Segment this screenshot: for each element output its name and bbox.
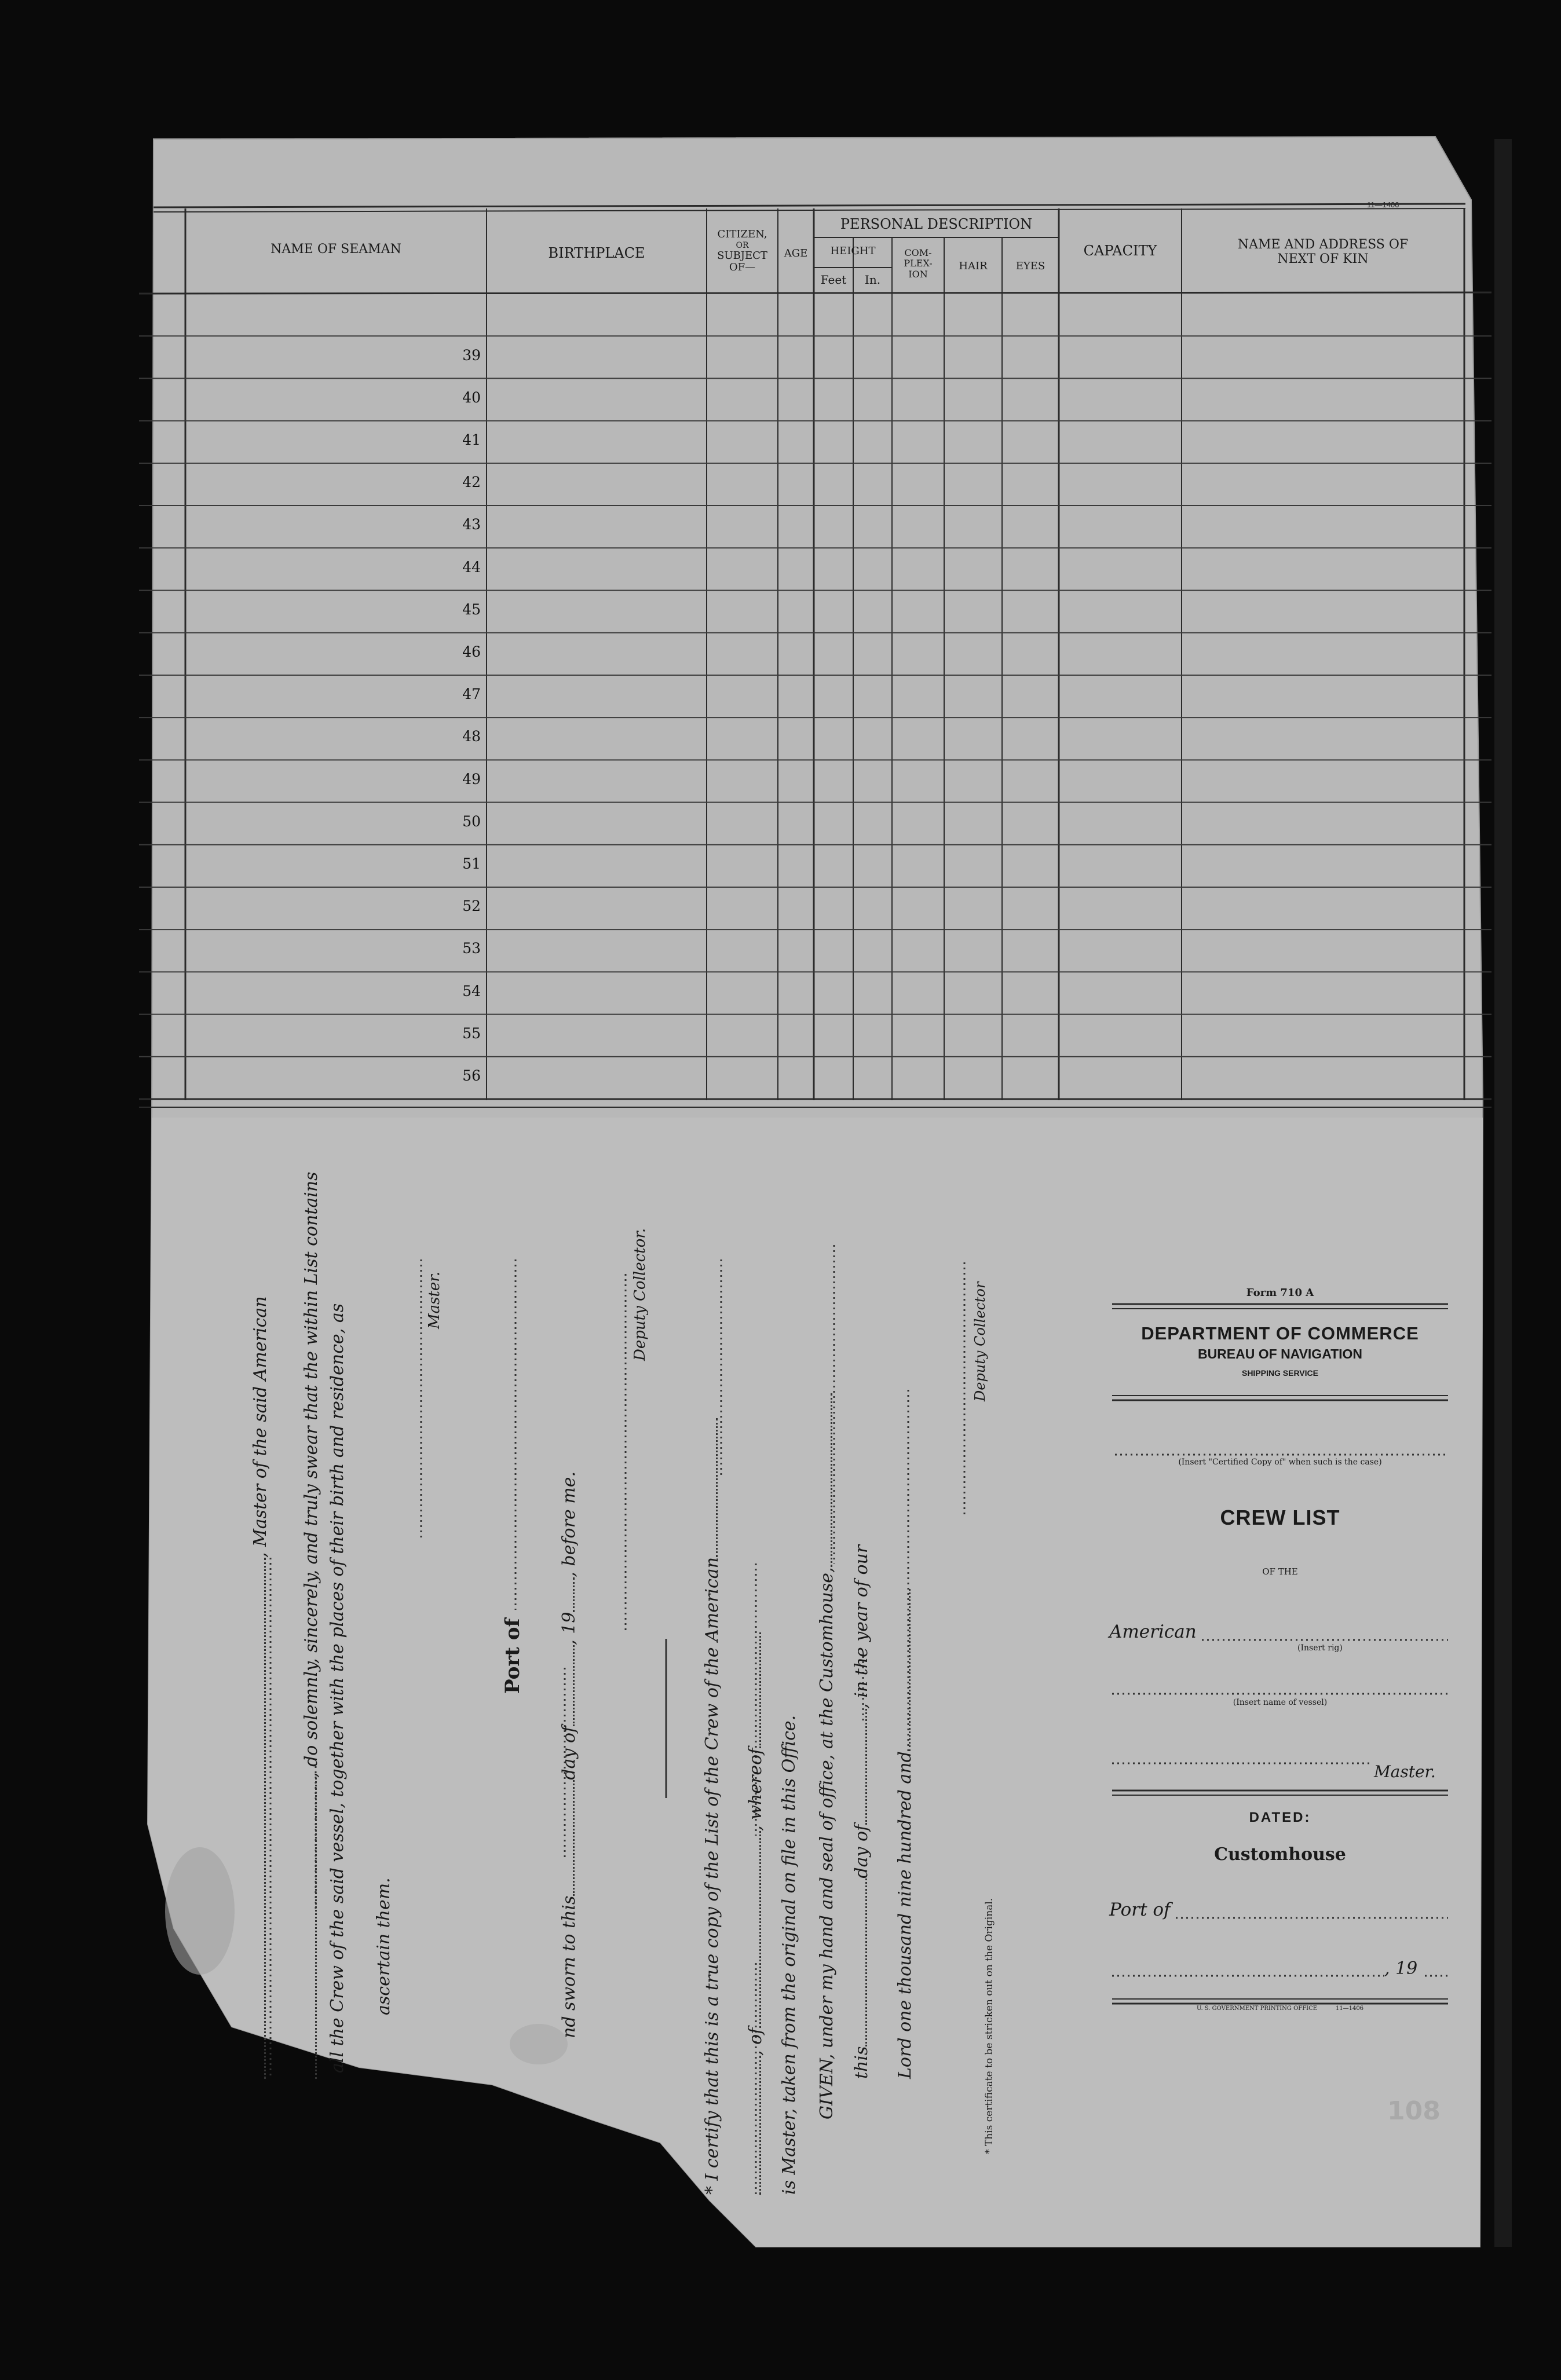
of-the-label: OF THE [1262, 1566, 1298, 1577]
customhouse-label: Customhouse [1214, 1844, 1346, 1865]
header-capacity: CAPACITY [1083, 243, 1157, 259]
table-row-number: 40 [462, 389, 481, 406]
header-eyes: EYES [1015, 260, 1045, 272]
table-row-number: 43 [462, 516, 481, 533]
certificate-line-6: Lord one thousand nine hundred and [895, 1589, 915, 2079]
header-citizen: CITIZEN, OR SUBJECT OF— [717, 228, 767, 274]
dated-label: DATED: [1249, 1810, 1311, 1825]
header-personal-description: PERSONAL DESCRIPTION [840, 216, 1033, 232]
certificate-deputy-collector: Deputy Collector [972, 1281, 988, 1401]
master-label: Master. [1374, 1762, 1436, 1781]
header-complexion: COM- PLEX- ION [904, 247, 933, 280]
table-row-number: 52 [462, 898, 481, 915]
header-birthplace: BIRTHPLACE [548, 245, 645, 261]
oath-line-2: , do solemnly, sincerely, and truly swear that the within List contains [301, 1171, 321, 2079]
table-row-number: 54 [462, 982, 481, 999]
table-row-number: 41 [462, 431, 481, 448]
port-of-label: Port of [1109, 1899, 1171, 1920]
american-label: American [1109, 1621, 1197, 1642]
table-row-number: 46 [462, 643, 481, 660]
table-row-number: 49 [462, 770, 481, 788]
header-hair: HAIR [959, 260, 988, 272]
table-row-number: 42 [462, 474, 481, 491]
table-row-number: 47 [462, 686, 481, 703]
oath-sworn-line: nd sworn to thisday of, 19, before me. [559, 1471, 579, 2038]
header-age: AGE [784, 247, 808, 259]
header-next-of-kin: NAME AND ADDRESS OF NEXT OF KIN [1237, 237, 1409, 267]
table-row-number: 51 [462, 855, 481, 873]
table-row-number: 39 [462, 346, 481, 364]
oath-line-1: , Master of the said American [250, 1296, 270, 2079]
service-title: SHIPPING SERVICE [1241, 1368, 1318, 1378]
certificate-footnote: * This certificate to be stricken out on the Original. [984, 1898, 995, 2154]
certificate-line-2: , of, whereof [745, 1632, 766, 2195]
oath-line-4: ascertain them. [374, 1877, 394, 2015]
oath-port-label: Port of [501, 1618, 524, 1694]
table-row-number: 56 [462, 1067, 481, 1085]
insert-certified-note: (Insert "Certified Copy of" when such is the case) [1178, 1458, 1382, 1467]
oath-deputy-collector: Deputy Collector. [631, 1228, 649, 1361]
table-row-number: 48 [462, 728, 481, 745]
insert-rig-note: (Insert rig) [1297, 1643, 1343, 1653]
header-height: HEIGHT [830, 245, 876, 257]
certificate-line-3: is Master, taken from the original on file in this Office. [779, 1715, 799, 2195]
certificate-line-1: * I certify that this is a true copy of the List of the Crew of the American [702, 1418, 722, 2195]
table-row-number: 44 [462, 558, 481, 576]
crew-list-title: CREW LIST [1220, 1506, 1340, 1529]
table-row-number: 45 [462, 601, 481, 618]
year-label: , 19 [1384, 1958, 1418, 1979]
corner-form-mark: 11—1406 [1367, 200, 1399, 209]
table-row-number: 55 [462, 1024, 481, 1042]
table-row-number: 53 [462, 940, 481, 957]
certificate-line-4: GIVEN, under my hand and seal of office, at the Customhouse, [817, 1393, 837, 2119]
oath-master-label: Master. [426, 1271, 443, 1329]
page-number-stamp: 108 [1387, 2096, 1441, 2126]
header-inches: In. [864, 273, 881, 287]
printer-imprint: U. S. GOVERNMENT PRINTING OFFICE 11—1406 [1196, 2005, 1364, 2012]
header-feet: Feet [820, 273, 847, 287]
certificate-line-5: thisday of, in the year of our [851, 1544, 872, 2079]
bureau-title: BUREAU OF NAVIGATION [1197, 1346, 1363, 1361]
table-row-number: 50 [462, 812, 481, 830]
oath-line-3: all the Crew of the said vessel, together with the places of their birth and residence, as [327, 1303, 348, 2073]
department-title: DEPARTMENT OF COMMERCE [1141, 1323, 1419, 1343]
header-name-of-seaman: NAME OF SEAMAN [270, 242, 401, 257]
insert-vessel-note: (Insert name of vessel) [1233, 1698, 1328, 1707]
form-number: Form 710 A [1246, 1287, 1314, 1299]
